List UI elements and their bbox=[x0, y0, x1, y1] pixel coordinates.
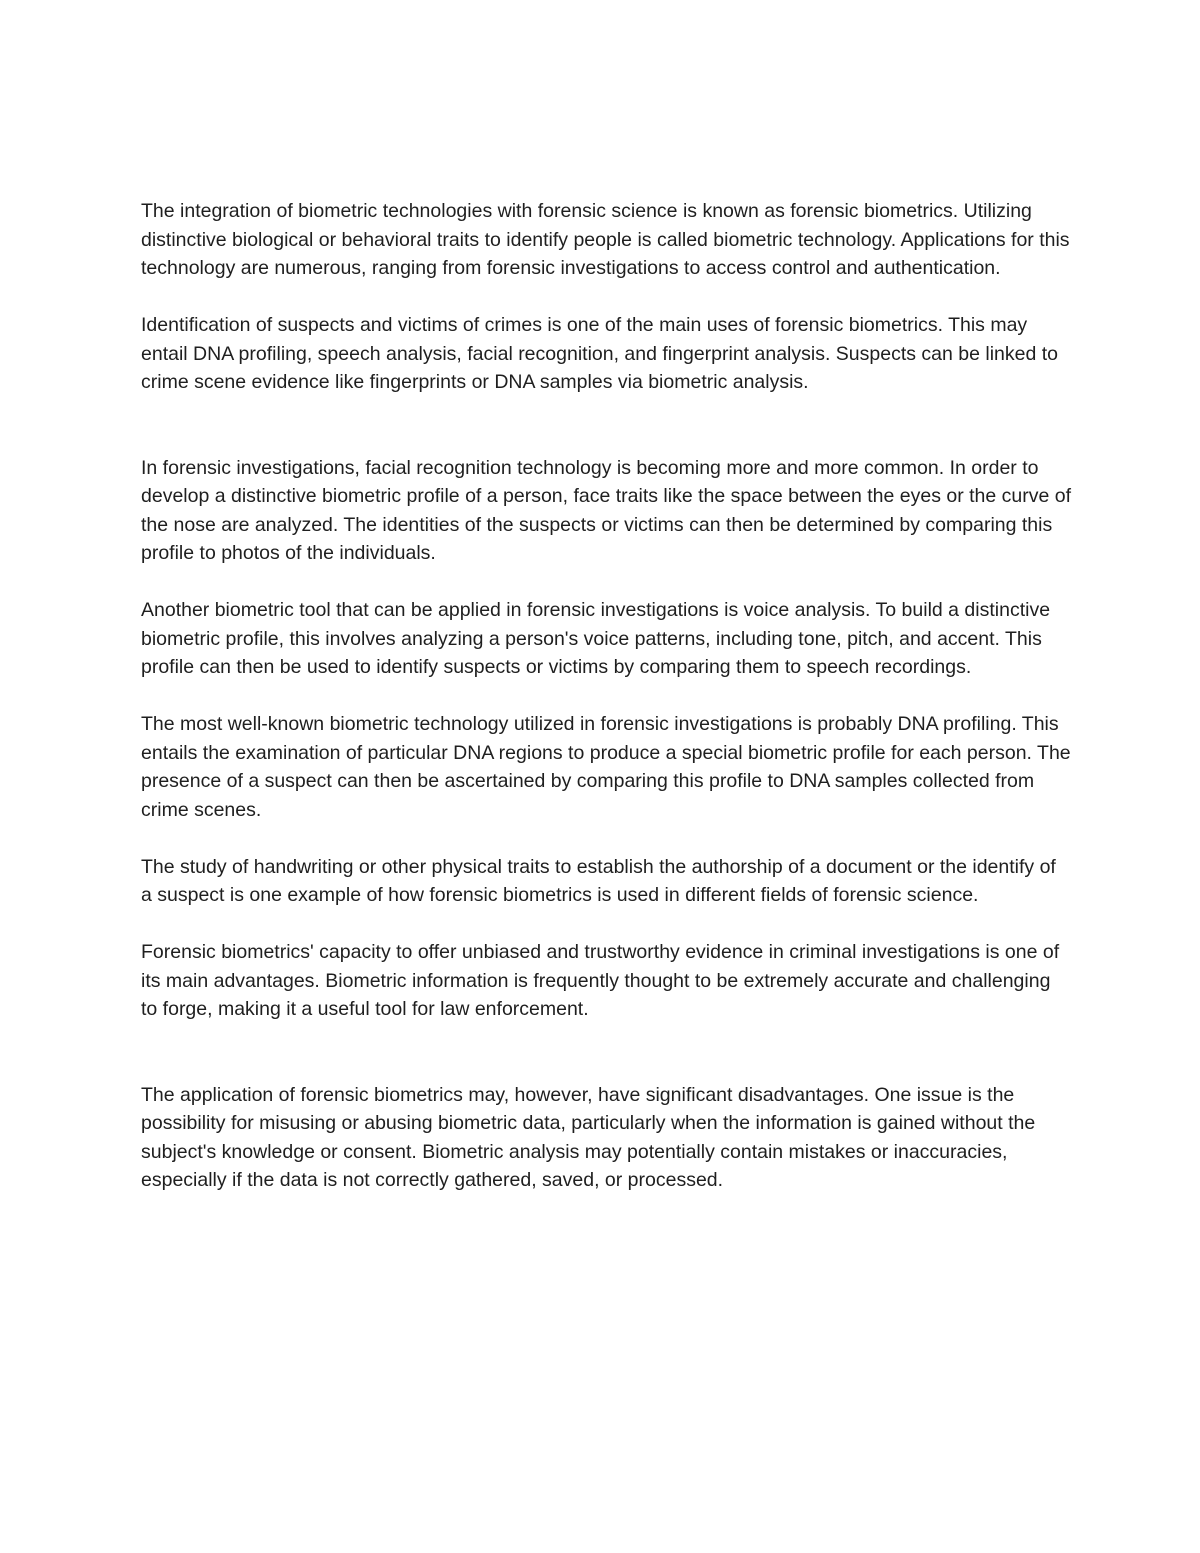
paragraph-disadvantages: The application of forensic biometrics may, however, have significant disadvantages. One issue is the possibility for misusing or abusing biometric data, particularly when the information is gained without the subject's knowledge or consent. Biometric analysis may potentially contain mistakes or inaccuracies, especially if the data is not correctly gathered, saved, or processed. bbox=[141, 1083, 1036, 1191]
document-body bbox=[141, 197, 1071, 1195]
paragraph-spacer bbox=[141, 283, 1071, 312]
paragraph-facial-recognition: In forensic investigations, facial recognition technology is becoming more and more common. In order to develop a distinctive biometric profile of a person, face traits like the space between the eyes or the curve of the nose are analyzed. The identities of the suspects or victims can then be determined by comparing this profile to photos of the individuals. bbox=[141, 456, 1072, 564]
paragraph-voice-analysis: Another biometric tool that can be applied in forensic investigations is voice analysis. To build a distinctive biometric profile, this involves analyzing a person's voice patterns, including tone, pitch, and accent. This profile can then be used to identify suspects or victims by comparing them to speech recordings. bbox=[141, 599, 1051, 678]
paragraph-intro: The integration of biometric technologies with forensic science is known as forensic biometrics. Utilizing distinctive biological or behavioral traits to identify people is called biometric technology. Applications for this technology are numerous, ranging from forensic investigations to access control and authentication. bbox=[141, 200, 1070, 279]
paragraph-spacer bbox=[141, 824, 1071, 853]
paragraph-spacer bbox=[141, 1024, 1071, 1081]
paragraph-advantages: Forensic biometrics' capacity to offer unbiased and trustworthy evidence in criminal investigations is one of its main advantages. Biometric information is frequently thought to be extremely accurate and challenging to forge, making it a useful tool for law enforcement. bbox=[141, 941, 1060, 1020]
paragraph-spacer bbox=[141, 397, 1071, 454]
paragraph-dna-profiling: The most well-known biometric technology utilized in forensic investigations is probably DNA profiling. This entails the examination of particular DNA regions to produce a special biometric profile for each person. The presence of a suspect can then be ascertained by comparing this profile to DNA samples collected from crime scenes. bbox=[141, 713, 1071, 821]
paragraph-spacer bbox=[141, 910, 1071, 939]
paragraph-identification: Identification of suspects and victims of crimes is one of the main uses of forensic biometrics. This may entail DNA profiling, speech analysis, facial recognition, and fingerprint analysis. Suspects can be linked to crime scene evidence like fingerprints or DNA samples via biometric analysis. bbox=[141, 314, 1059, 393]
paragraph-spacer bbox=[141, 568, 1071, 597]
paragraph-spacer bbox=[141, 682, 1071, 711]
paragraph-handwriting: The study of handwriting or other physical traits to establish the authorship of a document or the identify of a suspect is one example of how forensic biometrics is used in different fields of forensic science. bbox=[141, 855, 1056, 906]
